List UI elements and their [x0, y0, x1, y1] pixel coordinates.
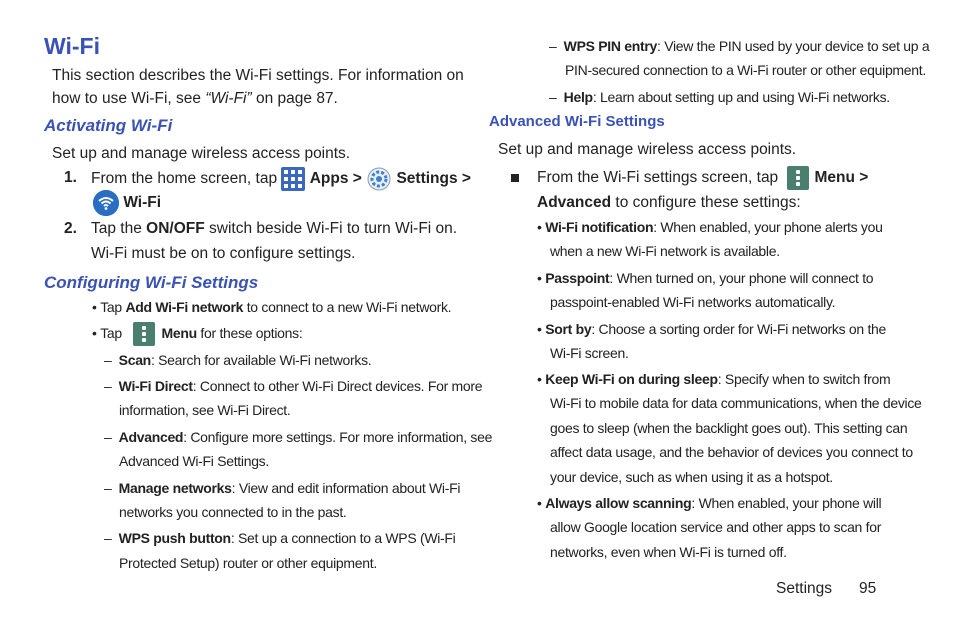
setting-sort-by: • Sort by: Choose a sorting order for Wi-Fi networks on the: [537, 321, 887, 337]
intro-page-ref: on page 87.: [251, 90, 338, 107]
setting-passpoint-cont: passpoint-enabled Wi-Fi networks automatically.: [550, 294, 836, 310]
apps-icon: [281, 167, 305, 191]
option-manage-networks-cont: networks you connected to in the past.: [119, 504, 347, 520]
configuring-heading: Configuring Wi-Fi Settings: [44, 273, 259, 292]
settings-gear-icon: [366, 166, 392, 192]
option-wifi-direct-cont: information, see Wi-Fi Direct.: [119, 402, 291, 418]
step1-line-2: [93, 190, 161, 216]
advanced-step-line-2: Advanced to configure these settings:: [537, 194, 801, 211]
activating-text: Set up and manage wireless access points.: [52, 145, 351, 162]
option-wps-push: – WPS push button: Set up a connection to a WPS (Wi-Fi: [104, 530, 456, 546]
option-wifi-direct: – Wi-Fi Direct: Connect to other Wi-Fi Direct devices. For more: [104, 378, 483, 394]
activating-heading: Activating Wi-Fi: [44, 116, 173, 135]
setting-passpoint: • Passpoint: When turned on, your phone will connect to: [537, 270, 874, 286]
wifi-crossref-link[interactable]: “Wi-Fi”: [205, 90, 252, 107]
page-number: 95: [859, 580, 877, 597]
footer-section: Settings: [776, 580, 833, 597]
menu-icon: [787, 166, 809, 190]
menu-icon: [133, 322, 155, 346]
setting-always-scan: • Always allow scanning: When enabled, your phone will: [537, 495, 882, 511]
advanced-step-line-1: From the Wi-Fi settings screen, tap Menu >: [511, 166, 868, 190]
settings-label: Settings >: [396, 170, 471, 188]
option-advanced-cont: Advanced Wi-Fi Settings.: [119, 453, 269, 469]
option-advanced: – Advanced: Configure more settings. For more information, see: [104, 429, 493, 445]
setting-keep-wifi-cont-1: Wi-Fi to mobile data for data communications, when the device: [550, 395, 922, 411]
bullet-add-network: • Tap Add Wi-Fi network to connect to a new Wi-Fi network.: [92, 299, 452, 315]
option-wps-push-cont: Protected Setup) router or other equipment.: [119, 555, 377, 571]
option-scan: – Scan: Search for available Wi-Fi networks.: [104, 352, 372, 368]
setting-wifi-notification-cont: when a new Wi-Fi network is available.: [550, 243, 780, 259]
setting-keep-wifi-cont-4: your device, such as when using it as a hotspot.: [550, 469, 833, 485]
step2-line-2: Wi-Fi must be on to configure settings.: [91, 245, 356, 262]
setting-always-scan-cont-2: networks, even when Wi-Fi is turned off.: [550, 544, 787, 560]
setting-keep-wifi: • Keep Wi-Fi on during sleep: Specify when to switch from: [537, 371, 891, 387]
setting-sort-by-cont: Wi-Fi screen.: [550, 345, 629, 361]
intro-text: how to use Wi-Fi, see: [52, 90, 206, 107]
setting-keep-wifi-cont-2: goes to sleep (when the backlight goes out). This setting can: [550, 420, 908, 436]
option-help: – Help: Learn about setting up and using Wi-Fi networks.: [549, 89, 890, 105]
apps-label: Apps >: [309, 170, 362, 188]
bullet-menu: • Tap Menu for these options:: [92, 321, 302, 346]
wifi-label: Wi-Fi: [123, 194, 162, 212]
setting-always-scan-cont-1: allow Google location service and other apps to scan for: [550, 519, 882, 535]
option-manage-networks: – Manage networks: View and edit information about Wi-Fi: [104, 480, 461, 496]
option-wps-pin-cont: PIN-secured connection to a Wi-Fi router or other equipment.: [565, 62, 926, 78]
step2-line-1: Tap the ON/OFF switch beside Wi-Fi to turn Wi-Fi on.: [91, 220, 458, 237]
step1-line: [91, 166, 471, 192]
advanced-heading: Advanced Wi-Fi Settings: [489, 113, 665, 130]
option-wps-pin: – WPS PIN entry: View the PIN used by your device to set up a: [549, 38, 930, 54]
square-bullet-icon: [511, 174, 519, 182]
advanced-text: Set up and manage wireless access points.: [498, 141, 797, 158]
setting-wifi-notification: • Wi-Fi notification: When enabled, your phone alerts you: [537, 219, 883, 235]
intro-line-2: [52, 87, 338, 111]
wifi-icon: [93, 190, 119, 216]
step1-text: From the home screen, tap: [91, 170, 278, 188]
intro-line-1: This section describes the Wi-Fi settings. For information on: [52, 67, 464, 84]
step2-number: 2.: [64, 220, 77, 237]
onoff-label: ON/OFF: [146, 220, 205, 237]
page-title: Wi-Fi: [44, 33, 100, 59]
step1-number: 1.: [64, 169, 77, 186]
setting-keep-wifi-cont-3: affect data usage, and the behavior of devices you connect to: [550, 444, 913, 460]
